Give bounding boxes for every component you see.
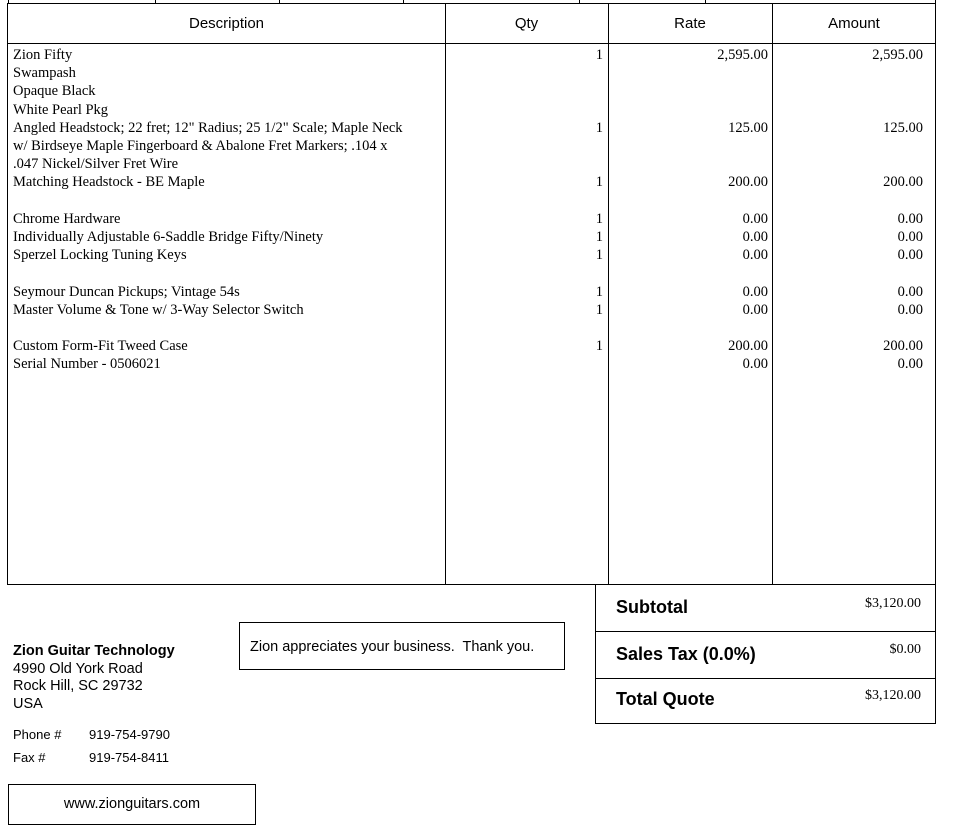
thank-you-note: Zion appreciates your business. Thank you. [239, 622, 565, 670]
item-amount: 0.00 [897, 283, 923, 300]
table-row [8, 173, 937, 191]
item-description: White Pearl Pkg [13, 101, 109, 118]
item-description: Seymour Duncan Pickups; Vintage 54s [13, 283, 240, 300]
table-row [8, 155, 937, 173]
table-row [8, 228, 937, 246]
table-row [8, 210, 937, 228]
table-row [8, 301, 937, 319]
item-amount: 125.00 [883, 119, 923, 136]
item-description: Individually Adjustable 6-Saddle Bridge Fifty/Ninety [13, 229, 324, 245]
item-rate: 200.00 [728, 174, 768, 191]
subtotal-row [596, 585, 935, 632]
item-amount: 0.00 [897, 229, 923, 245]
table-row [8, 337, 937, 355]
item-description: .047 Nickel/Silver Fret Wire [13, 156, 179, 173]
phone-number: 919-754-9790 [89, 727, 170, 742]
header-rate: Rate [674, 15, 706, 32]
item-description: Opaque Black [13, 83, 96, 100]
item-rate: 0.00 [742, 283, 768, 300]
table-row [8, 64, 937, 82]
item-qty: 1 [595, 229, 603, 245]
header-qty: Qty [514, 15, 539, 32]
table-row [8, 46, 937, 64]
subtotal-label: Subtotal [616, 597, 688, 617]
item-rate: 200.00 [728, 338, 768, 355]
table-row [8, 82, 937, 100]
item-amount: 0.00 [897, 210, 923, 227]
item-rate: 0.00 [742, 229, 768, 245]
address-country: USA [13, 695, 43, 712]
header-description: Description [188, 15, 265, 32]
item-description: w/ Birdseye Maple Fingerboard & Abalone Fret Markers; .104 x [13, 138, 388, 154]
header-amount: Amount [828, 15, 880, 32]
item-description: Sperzel Locking Tuning Keys [13, 247, 187, 264]
subtotal-value: $3,120.00 [865, 596, 921, 611]
item-qty: 1 [595, 338, 603, 355]
total-quote-label: Total Quote [616, 689, 715, 709]
table-row [8, 137, 937, 155]
item-description: Chrome Hardware [13, 210, 121, 227]
table-row [8, 319, 937, 337]
table-row [8, 283, 937, 301]
item-description: Swampash [13, 65, 76, 82]
phone-label: Phone # [13, 727, 62, 742]
line-items-table [7, 3, 936, 585]
company-address [13, 643, 175, 713]
item-description: Master Volume & Tone w/ 3-Way Selector Switch [13, 301, 304, 318]
item-qty: 1 [595, 119, 603, 136]
item-qty: 1 [595, 47, 603, 63]
sales-tax-row [596, 632, 935, 679]
table-row [8, 264, 937, 282]
item-amount: 0.00 [897, 247, 923, 264]
item-rate: 0.00 [742, 301, 768, 318]
table-row [8, 246, 937, 264]
item-description: Zion Fifty [13, 47, 73, 63]
item-amount: 200.00 [883, 174, 923, 191]
item-amount: 2,595.00 [872, 47, 923, 63]
fax-number: 919-754-8411 [89, 750, 169, 765]
item-amount: 200.00 [883, 338, 923, 355]
sales-tax-value: $0.00 [889, 642, 921, 657]
table-row [8, 192, 937, 210]
header-divider [8, 43, 935, 44]
website-link[interactable]: www.zionguitars.com [8, 784, 256, 825]
company-name: Zion Guitar Technology [13, 643, 175, 659]
item-description: Custom Form-Fit Tweed Case [13, 338, 188, 355]
fax-label: Fax # [13, 750, 46, 765]
item-qty: 1 [595, 301, 603, 318]
totals-box [595, 584, 936, 724]
item-amount: 0.00 [897, 301, 923, 318]
total-quote-row [596, 678, 935, 724]
item-rate: 0.00 [742, 247, 768, 264]
address-line-1: 4990 Old York Road [13, 660, 143, 677]
item-qty: 1 [595, 174, 603, 191]
item-qty: 1 [595, 283, 603, 300]
item-qty: 1 [595, 247, 603, 264]
item-description: Serial Number - 0506021 [13, 356, 161, 373]
item-description: Matching Headstock - BE Maple [13, 174, 205, 191]
item-rate: 2,595.00 [717, 47, 768, 63]
item-rate: 125.00 [728, 119, 768, 136]
table-row [8, 119, 937, 137]
total-quote-value: $3,120.00 [865, 688, 921, 703]
sales-tax-label: Sales Tax (0.0%) [616, 644, 756, 664]
item-description: Angled Headstock; 22 fret; 12" Radius; 25 1/2" Scale; Maple Neck [13, 119, 403, 136]
table-row [8, 101, 937, 119]
table-row [8, 355, 937, 373]
item-amount: 0.00 [897, 356, 923, 373]
item-qty: 1 [595, 210, 603, 227]
address-line-2: Rock Hill, SC 29732 [13, 678, 143, 694]
item-rate: 0.00 [742, 356, 768, 373]
item-rate: 0.00 [742, 210, 768, 227]
